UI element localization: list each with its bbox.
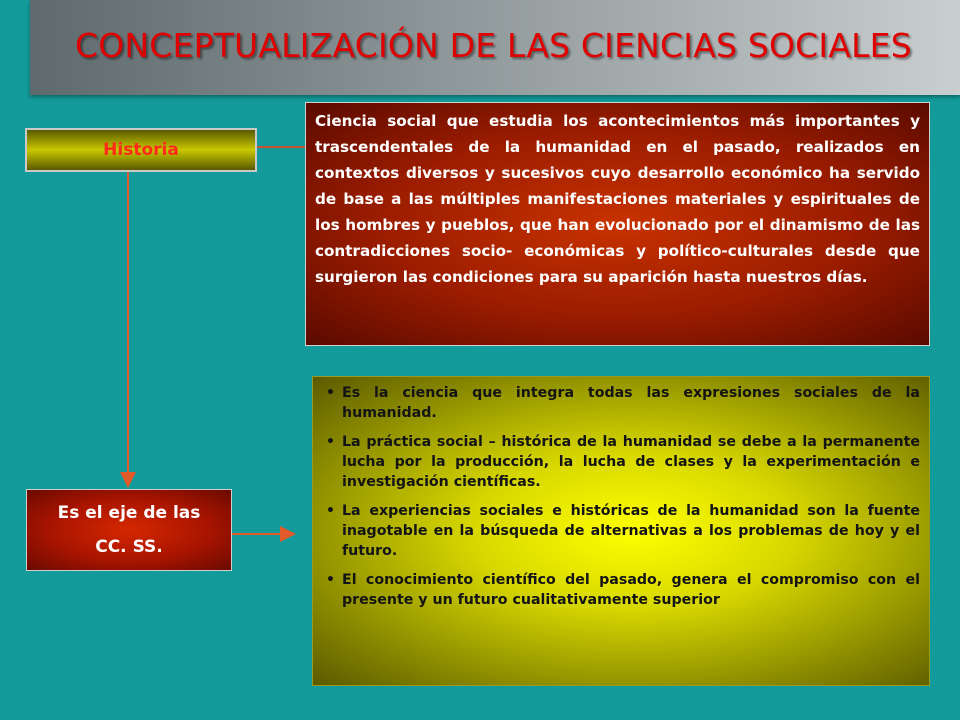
bullet-icon: • — [326, 503, 335, 519]
list-item-text: Es la ciencia que integra todas las expresiones sociales de la humanidad. — [342, 385, 920, 421]
bullet-icon: • — [326, 434, 335, 450]
historia-label: Historia — [103, 140, 179, 160]
list-item — [325, 570, 920, 610]
page-title: CONCEPTUALIZACIÓN DE LAS CIENCIAS SOCIALES — [75, 26, 912, 65]
list-item — [325, 432, 920, 492]
bullet-icon: • — [326, 572, 335, 588]
points-box — [312, 376, 930, 686]
list-item-text: El conocimiento científico del pasado, genera el compromiso con el presente y un futuro cualitativamente superior — [342, 572, 920, 608]
historia-definition-text: Ciencia social que estudia los acontecimientos más importantes y trascendentales de la humanidad en el pasado, realizados en contextos diversos y sucesivos cuyo desarrollo económico ha servido de base a las múltiples manifestaciones materiales y espirituales de los hombres y pueblos, que han evolucionado por el dinamismo de las contradicciones socio- económicas y político-culturales desde que surgieron las condiciones para su aparición hasta nuestros días. — [315, 112, 920, 286]
bullet-icon: • — [326, 385, 335, 401]
eje-box — [26, 489, 232, 571]
title-bar — [30, 0, 960, 95]
list-item — [325, 383, 920, 423]
eje-line-1: Es el eje de las — [57, 503, 201, 523]
points-list — [325, 383, 920, 610]
historia-definition-box — [305, 102, 930, 346]
historia-box — [25, 128, 257, 172]
list-item — [325, 501, 920, 561]
list-item-text: La práctica social – histórica de la humanidad se debe a la permanente lucha por la producción, la lucha de clases y la experimentación e investigación científicas. — [342, 434, 920, 490]
list-item-text: La experiencias sociales e históricas de la humanidad son la fuente inagotable en la búsqueda de alternativas a los problemas de hoy y el futuro. — [342, 503, 920, 559]
eje-line-2: CC. SS. — [95, 537, 163, 557]
